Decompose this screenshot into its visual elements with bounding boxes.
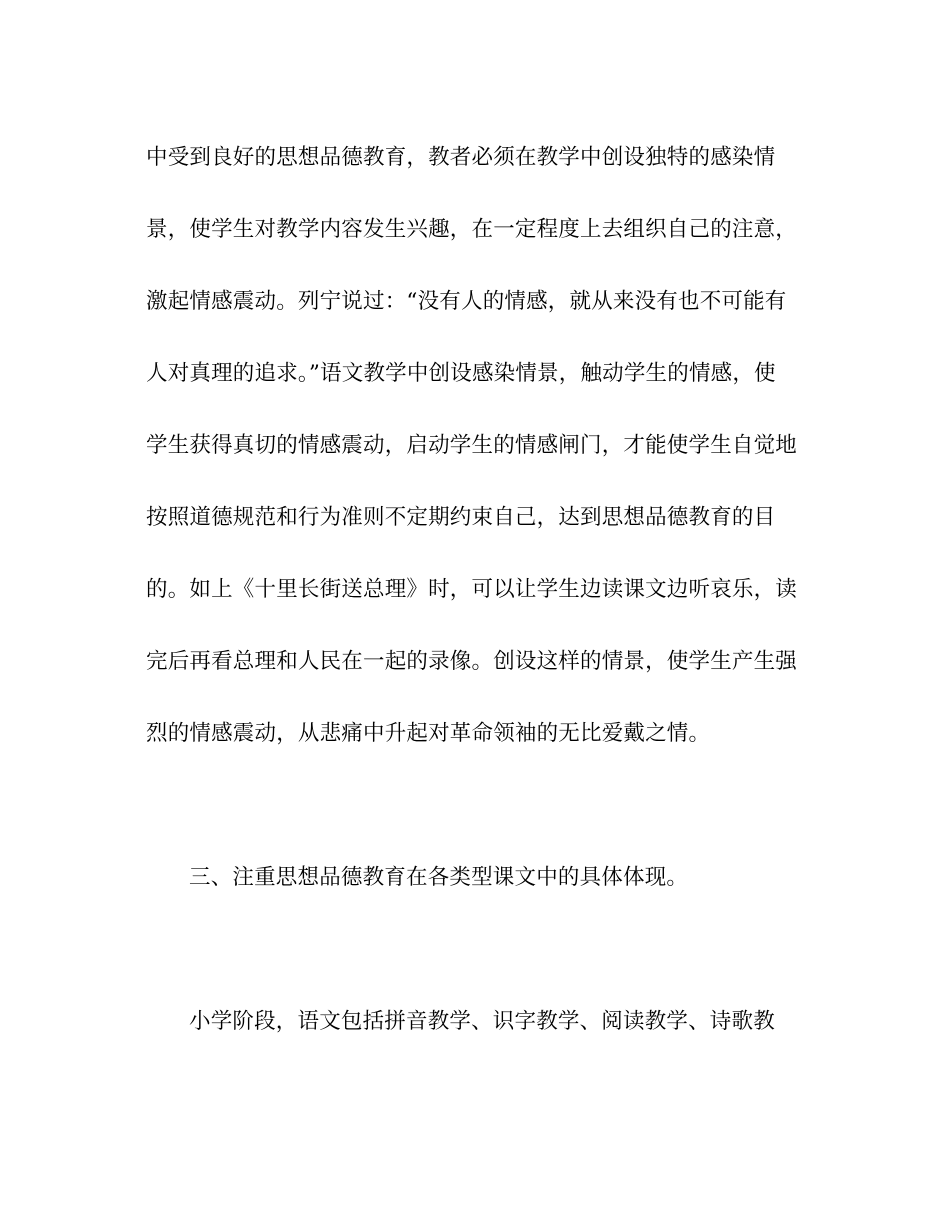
- paragraph-line: 烈的情感震动，从悲痛中升起对革命领袖的无比爱戴之情。: [146, 721, 711, 746]
- section-heading: 三、注重思想品德教育在各类型课文中的具体体现。: [189, 865, 689, 890]
- paragraph-line: 的。如上《十里长街送总理》时，可以让学生边读课文边听哀乐，读: [146, 577, 798, 602]
- paragraph-line: 景，使学生对教学内容发生兴趣，在一定程度上去组织自己的注意，: [146, 217, 798, 242]
- paragraph-line: 按照道德规范和行为准则不定期约束自己，达到思想品德教育的目: [146, 505, 776, 530]
- paragraph-line: 学生获得真切的情感震动，启动学生的情感闸门，才能使学生自觉地: [146, 433, 798, 458]
- paragraph-line: 人对真理的追求。”语文教学中创设感染情景，触动学生的情感，使: [146, 361, 776, 386]
- paragraph-line: 中受到良好的思想品德教育，教者必须在教学中创设独特的感染情: [146, 145, 776, 170]
- paragraph-line: 完后再看总理和人民在一起的录像。创设这样的情景，使学生产生强: [146, 649, 798, 674]
- paragraph-line: 激起情感震动。列宁说过：“没有人的情感，就从来没有也不可能有: [146, 289, 787, 314]
- paragraph-line: 小学阶段，语文包括拼音教学、识字教学、阅读教学、诗歌教: [189, 1009, 775, 1034]
